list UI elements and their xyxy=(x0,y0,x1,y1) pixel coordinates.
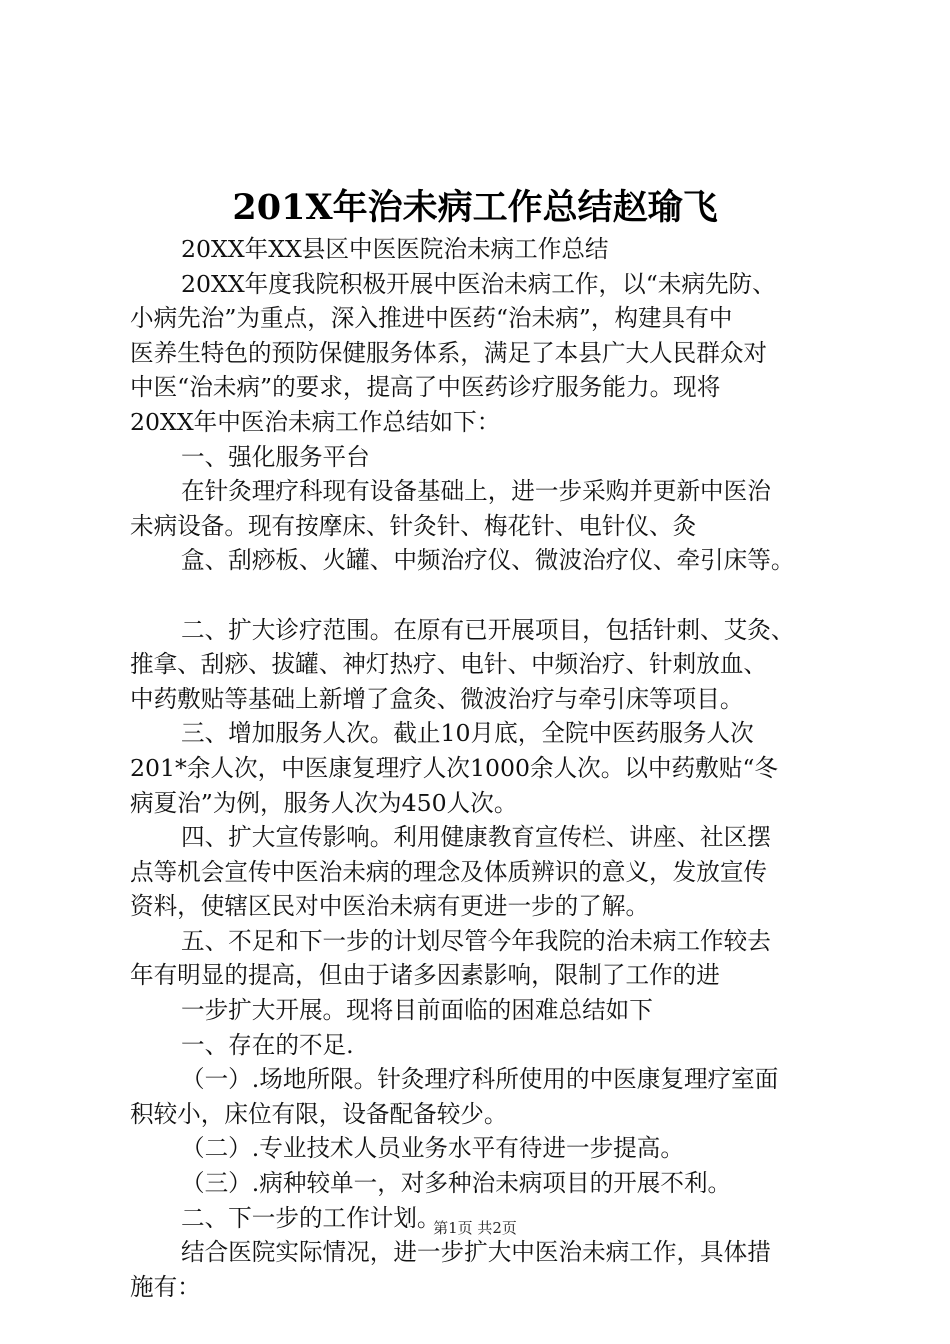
paragraph-line: 201*余人次，中医康复理疗人次1000余人次。以中药敷贴“冬 xyxy=(130,753,778,782)
paragraph-line: 中医“治未病”的要求，提高了中医药诊疗服务能力。现将 xyxy=(130,373,721,402)
paragraph-line: 结合医院实际情况，进一步扩大中医治未病工作，具体措 xyxy=(181,1238,771,1267)
paragraph-line: 病夏治”为例，服务人次为450人次。 xyxy=(130,788,518,817)
paragraph-line: 未病设备。现有按摩床、针灸针、梅花针、电针仪、灸 xyxy=(130,511,697,540)
paragraph-line: 年有明显的提高，但由于诸多因素影响，限制了工作的进 xyxy=(130,961,720,990)
section-heading: 一、存在的不足. xyxy=(181,1030,354,1059)
paragraph-line: 二、扩大诊疗范围。在原有已开展项目，包括针刺、艾灸、 xyxy=(181,615,795,644)
paragraph-line: 积较小，床位有限，设备配备较少。 xyxy=(130,1099,508,1128)
paragraph-line: （二）.专业技术人员业务水平有待进一步提高。 xyxy=(181,1134,684,1163)
paragraph-line: 点等机会宣传中医治未病的理念及体质辨识的意义，发放宣传 xyxy=(130,857,768,886)
paragraph-line: 20XX年中医治未病工作总结如下： xyxy=(130,407,501,436)
document-body xyxy=(130,232,850,1304)
paragraph-line: 中药敷贴等基础上新增了盒灸、微波治疗与牵引床等项目。 xyxy=(130,684,744,713)
section-heading: 二、下一步的工作计划。 xyxy=(181,1203,441,1232)
paragraph-line: （一）.场地所限。针灸理疗科所使用的中医康复理疗室面 xyxy=(181,1065,779,1094)
paragraph-line: 20XX年XX县区中医医院治未病工作总结 xyxy=(181,235,609,263)
blank-line xyxy=(130,578,850,613)
paragraph-line: 小病先治”为重点，深入推进中医药“治未病”，构建具有中 xyxy=(130,304,733,333)
paragraph-line: （三）.病种较单一，对多种治未病项目的开展不利。 xyxy=(181,1169,732,1198)
paragraph-line: 20XX年度我院积极开展中医治未病工作，以“未病先防、 xyxy=(181,269,776,298)
paragraph-line: 推拿、刮痧、拔罐、神灯热疗、电针、中频治疗、针刺放血、 xyxy=(130,650,768,679)
page-number-footer: 第1页 共2页 xyxy=(433,1219,517,1237)
paragraph-line: 在针灸理疗科现有设备基础上，进一步采购并更新中医治 xyxy=(181,477,771,506)
section-heading: 一、强化服务平台 xyxy=(181,442,370,471)
paragraph-line: 三、增加服务人次。截止10月底，全院中医药服务人次 xyxy=(181,719,754,748)
paragraph-line: 盒、刮痧板、火罐、中频治疗仪、微波治疗仪、牵引床等。 xyxy=(181,546,795,575)
document-title: 201X年治未病工作总结赵瑜飞 xyxy=(232,187,718,228)
paragraph-line: 四、扩大宣传影响。利用健康教育宣传栏、讲座、社区摆 xyxy=(181,823,771,852)
paragraph-line: 五、不足和下一步的计划尽管今年我院的治未病工作较去 xyxy=(181,926,771,955)
paragraph-line: 一步扩大开展。现将目前面临的困难总结如下 xyxy=(181,996,653,1025)
paragraph-line: 施有： xyxy=(130,1272,201,1301)
paragraph-line: 资料，使辖区民对中医治未病有更进一步的了解。 xyxy=(130,892,650,921)
paragraph-line: 医养生特色的预防保健服务体系，满足了本县广大人民群众对 xyxy=(130,338,768,367)
